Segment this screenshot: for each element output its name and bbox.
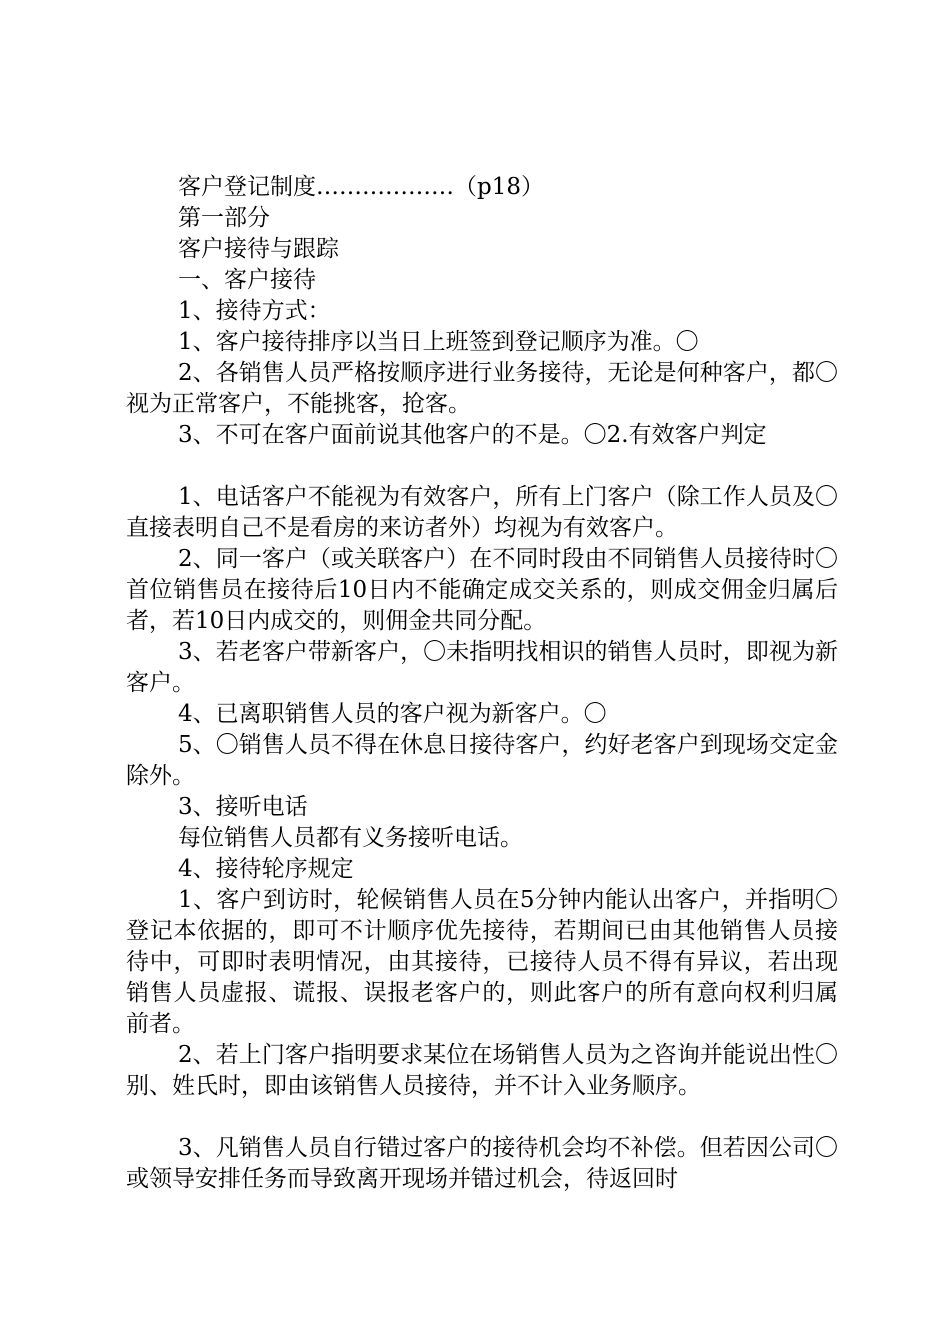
subsection-heading: 4、接待轮序规定 <box>178 856 354 882</box>
document-body <box>126 172 838 1195</box>
paragraph: 1、客户接待排序以当日上班签到登记顺序为准。〇 <box>178 329 699 355</box>
paragraph: 3、若老客户带新客户，〇未指明找相识的销售人员时，即视为新客户。 <box>126 639 838 696</box>
paragraph: 3、凡销售人员自行错过客户的接待机会均不补偿。但若因公司〇或领导安排任务而导致离开现场并错过机会，待返回时 <box>126 1135 838 1192</box>
paragraph: 4、已离职销售人员的客户视为新客户。〇 <box>178 701 607 727</box>
paragraph: 2、各销售人员严格按顺序进行业务接待，无论是何种客户，都〇视为正常客户，不能挑客，抢客。 <box>126 360 838 417</box>
paragraph: 2、若上门客户指明要求某位在场销售人员为之咨询并能说出性〇别、姓氏时，即由该销售人员接待，并不计入业务顺序。 <box>126 1042 838 1099</box>
blank-line <box>126 1102 838 1133</box>
subsection-heading: 3、接听电话 <box>178 794 308 820</box>
section-heading: 一、客户接待 <box>178 267 316 293</box>
paragraph: 1、客户到访时，轮候销售人员在5分钟内能认出客户，并指明〇登记本依据的，即可不计顺序优先接待，若期间已由其他销售人员接待中，可即时表明情况，由其接待，已接待人员不得有异议，若出现销售人员虚报、谎报、误报老客户的，则此客户的所有意向权利归属前者。 <box>126 887 838 1037</box>
paragraph: 2、同一客户（或关联客户）在不同时段由不同销售人员接待时〇首位销售员在接待后10日内不能确定成交关系的，则成交佣金归属后者，若10日内成交的，则佣金共同分配。 <box>126 546 838 634</box>
part-title: 客户接待与跟踪 <box>178 236 339 262</box>
paragraph: 1、电话客户不能视为有效客户，所有上门客户（除工作人员及〇直接表明自己不是看房的来访者外）均视为有效客户。 <box>126 484 838 541</box>
blank-line <box>126 451 838 482</box>
paragraph: 5、〇销售人员不得在休息日接待客户，约好老客户到现场交定金除外。 <box>126 732 838 789</box>
toc-line: 客户登记制度………………（p18） <box>178 174 544 200</box>
paragraph: 3、不可在客户面前说其他客户的不是。〇2.有效客户判定 <box>178 422 767 448</box>
paragraph: 每位销售人员都有义务接听电话。 <box>178 825 523 851</box>
subsection-heading: 1、接待方式： <box>178 298 331 324</box>
part-heading: 第一部分 <box>178 205 270 231</box>
